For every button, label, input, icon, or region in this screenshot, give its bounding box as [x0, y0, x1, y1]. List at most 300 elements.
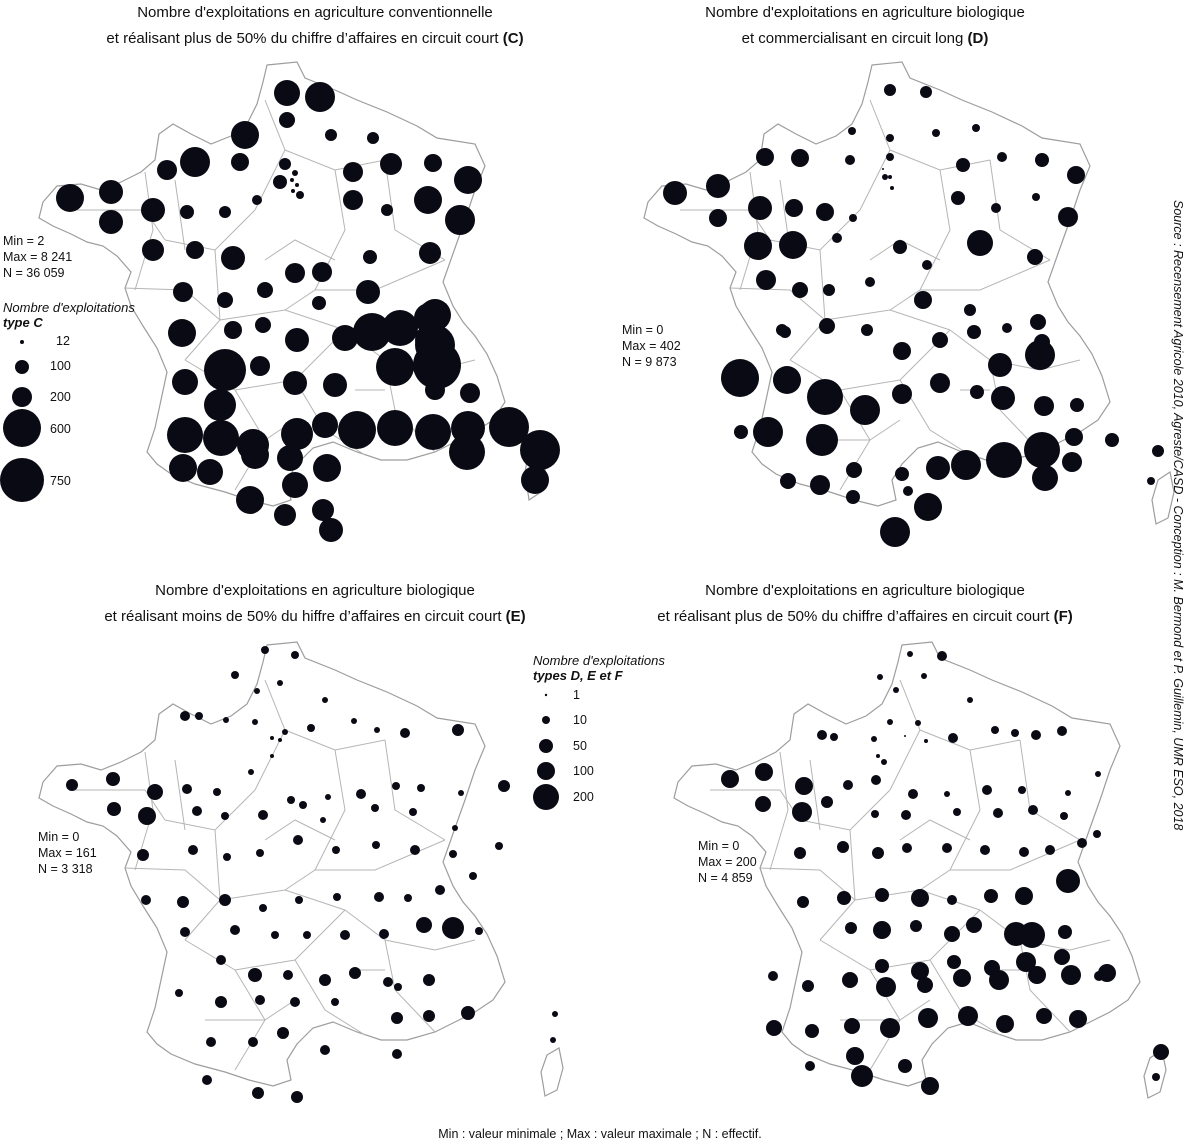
departement-symbol	[805, 1024, 819, 1038]
departement-symbol	[167, 417, 203, 453]
departement-symbol	[168, 319, 196, 347]
departement-symbol	[951, 191, 965, 205]
departement-symbol	[797, 896, 809, 908]
departement-symbol	[881, 759, 887, 765]
departement-symbol	[277, 445, 303, 471]
departement-symbol	[991, 386, 1015, 410]
departement-symbol	[270, 754, 274, 758]
departement-symbol	[180, 147, 210, 177]
departement-symbol	[748, 196, 772, 220]
departement-symbol	[180, 205, 194, 219]
departement-symbol	[404, 894, 412, 902]
departement-symbol	[871, 810, 879, 818]
departement-symbol	[805, 1061, 815, 1071]
departement-symbol	[287, 796, 295, 804]
departement-symbol	[1031, 730, 1041, 740]
departement-symbol	[371, 804, 379, 812]
departement-symbol	[709, 209, 727, 227]
map-e	[35, 640, 595, 1140]
departement-symbol	[295, 183, 299, 187]
departement-symbol	[877, 674, 883, 680]
departement-symbol	[66, 779, 78, 791]
departement-symbol	[917, 977, 933, 993]
departement-symbol	[376, 348, 414, 386]
legend-def-label-10: 10	[573, 713, 587, 727]
departement-symbol	[937, 651, 947, 661]
departement-symbol	[893, 240, 907, 254]
departement-symbol	[755, 763, 773, 781]
departement-symbol	[861, 324, 873, 336]
departement-symbol	[1018, 786, 1026, 794]
departement-symbol	[993, 808, 1003, 818]
departement-symbol	[951, 450, 981, 480]
departement-symbol	[279, 158, 291, 170]
legend-c-label-750: 750	[50, 474, 71, 488]
legend-c-label-100: 100	[50, 359, 71, 373]
title-f-letter: (F)	[1053, 608, 1073, 625]
departement-symbol	[953, 808, 961, 816]
departement-symbol	[424, 154, 442, 172]
departement-symbol	[872, 847, 884, 859]
departement-symbol	[182, 784, 192, 794]
departement-symbol	[984, 889, 998, 903]
departement-symbol	[970, 385, 984, 399]
departement-symbol	[452, 724, 464, 736]
departement-symbol	[1036, 1008, 1052, 1024]
departement-symbol	[875, 888, 889, 902]
departement-symbol	[173, 282, 193, 302]
departement-symbol	[452, 825, 458, 831]
departement-symbol	[1077, 838, 1087, 848]
departement-symbol	[142, 239, 164, 261]
legend-c-dot-100	[15, 360, 29, 374]
departement-symbol	[419, 299, 451, 331]
departement-symbol	[188, 845, 198, 855]
departement-symbol	[283, 371, 307, 395]
departement-symbol	[392, 1049, 402, 1059]
title-f-line1: Nombre d'exploitations en agriculture biologique	[705, 582, 1025, 599]
departement-symbol	[890, 186, 894, 190]
departement-symbol	[295, 896, 303, 904]
legend-c-title	[3, 300, 135, 330]
departement-symbol	[305, 82, 335, 112]
title-map-d	[585, 0, 1145, 52]
stats-f-max: Max = 200	[698, 855, 757, 869]
departement-symbol	[991, 726, 999, 734]
title-e-line1: Nombre d'exploitations en agriculture biologique	[155, 582, 475, 599]
departement-symbol	[379, 929, 389, 939]
departement-symbol	[1060, 812, 1068, 820]
title-d-line1: Nombre d'exploitations en agriculture biologique	[705, 4, 1025, 21]
departement-symbol	[469, 872, 477, 880]
departement-symbol	[415, 414, 451, 450]
departement-symbol	[425, 380, 445, 400]
departement-symbol	[259, 904, 267, 912]
departement-symbol	[850, 395, 880, 425]
departement-symbol	[241, 441, 269, 469]
departement-symbol	[1032, 193, 1040, 201]
departement-symbol	[343, 190, 363, 210]
departement-symbol	[1002, 323, 1012, 333]
departement-symbol	[320, 1045, 330, 1055]
departement-symbol	[1057, 726, 1067, 736]
departement-symbol	[1147, 477, 1155, 485]
departement-symbol	[1054, 949, 1070, 965]
departement-symbol	[282, 472, 308, 498]
departement-symbol	[1065, 428, 1083, 446]
departement-symbol	[281, 418, 313, 450]
departement-symbol	[274, 504, 296, 526]
departement-symbol	[231, 671, 239, 679]
departement-symbol	[271, 931, 279, 939]
departement-symbol	[325, 794, 331, 800]
departement-symbol	[416, 917, 432, 933]
departement-symbol	[56, 184, 84, 212]
departement-symbol	[837, 891, 851, 905]
departement-symbol	[980, 845, 990, 855]
departement-symbol	[756, 148, 774, 166]
stats-e-n: N = 3 318	[38, 862, 93, 876]
departement-symbol	[1152, 1073, 1160, 1081]
departement-symbol	[893, 342, 911, 360]
departement-symbol	[779, 326, 791, 338]
departement-symbol	[223, 853, 231, 861]
departement-symbol	[871, 775, 881, 785]
departement-symbol	[1024, 432, 1060, 468]
departement-symbol	[231, 153, 249, 171]
departement-symbol	[1070, 398, 1084, 412]
legend-c-dot-600	[3, 409, 41, 447]
departement-symbol	[930, 373, 950, 393]
departement-symbol	[988, 353, 1012, 377]
departement-symbol	[1034, 334, 1050, 350]
departement-symbol	[830, 733, 838, 741]
departement-symbol	[231, 121, 259, 149]
legend-c-label-12: 12	[56, 334, 70, 348]
departement-symbol	[312, 296, 326, 310]
departement-symbol	[721, 359, 759, 397]
title-d-line2	[585, 26, 1145, 52]
stats-e	[38, 829, 97, 877]
departement-symbol	[947, 895, 957, 905]
departement-symbol	[417, 784, 425, 792]
departement-symbol	[392, 782, 400, 790]
departement-symbol	[842, 972, 858, 988]
departement-symbol	[1067, 166, 1085, 184]
legend-def-label-1: 1	[573, 688, 580, 702]
departement-symbol	[419, 242, 441, 264]
title-f-line2-text: et réalisant plus de 50% du chiffre d’affaires en circuit court	[657, 608, 1054, 625]
departement-symbol	[914, 493, 942, 521]
departement-symbol	[873, 921, 891, 939]
departement-symbol	[319, 518, 343, 542]
departement-symbol	[753, 417, 783, 447]
departement-symbol	[817, 730, 827, 740]
legend-c-dot-200	[12, 387, 32, 407]
departement-symbol	[880, 1018, 900, 1038]
departement-symbol	[1056, 869, 1080, 893]
departement-symbol	[944, 926, 960, 942]
departement-symbol	[902, 843, 912, 853]
departement-symbol	[219, 894, 231, 906]
departement-symbol	[204, 349, 246, 391]
departement-symbol	[895, 467, 909, 481]
departement-symbol	[278, 738, 282, 742]
departement-symbol	[871, 736, 877, 742]
source-text: Source : Recensement Agricole 2010, Agreste/CASD - Conception : M. Bermond et P. Guillemin, UMR ESO, 2018	[1171, 200, 1185, 831]
departement-symbol	[1058, 207, 1078, 227]
departement-symbol	[907, 651, 913, 657]
departement-symbol	[821, 796, 833, 808]
departement-symbol	[449, 434, 485, 470]
stats-d-max: Max = 402	[622, 339, 681, 353]
departement-symbol	[261, 646, 269, 654]
departement-symbol	[849, 214, 857, 222]
departement-symbol	[258, 810, 268, 820]
departement-symbol	[279, 112, 295, 128]
departement-symbol	[277, 1027, 289, 1039]
departement-symbol	[942, 843, 952, 853]
title-map-c	[35, 0, 595, 52]
departement-symbol	[956, 158, 970, 172]
departement-symbol	[177, 896, 189, 908]
departement-symbol	[843, 780, 853, 790]
departement-symbol	[986, 442, 1022, 478]
title-c-line2	[35, 26, 595, 52]
departement-symbol	[1015, 887, 1033, 905]
stats-d-min: Min = 0	[622, 323, 664, 337]
departement-symbol	[848, 127, 856, 135]
departement-symbol	[224, 321, 242, 339]
departement-symbol	[186, 241, 204, 259]
departement-symbol	[780, 473, 796, 489]
departement-symbol	[846, 490, 860, 504]
departement-symbol	[172, 369, 198, 395]
departement-symbol	[846, 1047, 864, 1065]
stats-f	[698, 838, 757, 886]
departement-symbol	[810, 475, 830, 495]
departement-symbol	[816, 203, 834, 221]
departement-symbol	[773, 366, 801, 394]
departement-symbol	[381, 204, 393, 216]
departement-symbol	[875, 959, 889, 973]
title-map-f	[585, 578, 1145, 630]
departement-symbol	[921, 673, 927, 679]
departement-symbol	[454, 166, 482, 194]
departement-symbol	[1061, 965, 1081, 985]
departement-symbol	[99, 180, 123, 204]
departement-symbol	[312, 412, 338, 438]
departement-symbol	[356, 789, 366, 799]
departement-symbol	[910, 920, 922, 932]
departement-symbol	[498, 780, 510, 792]
stats-f-n: N = 4 859	[698, 871, 753, 885]
departement-symbol	[204, 389, 236, 421]
stats-d	[622, 322, 681, 370]
legend-def-title-line2: types D, E et F	[533, 668, 623, 683]
departement-symbol	[332, 846, 340, 854]
departement-symbol	[285, 263, 305, 283]
departement-symbol	[206, 1037, 216, 1047]
departement-symbol	[882, 168, 884, 170]
departement-symbol	[706, 174, 730, 198]
departement-symbol	[331, 998, 339, 1006]
title-c-letter: (C)	[502, 30, 524, 47]
departement-symbol	[920, 86, 932, 98]
departement-symbol	[283, 970, 293, 980]
departement-symbol	[147, 784, 163, 800]
departement-symbol	[215, 996, 227, 1008]
legend-c-title-line2: type C	[3, 315, 43, 330]
departement-symbol	[391, 1012, 403, 1024]
departement-symbol	[807, 379, 843, 415]
departement-symbol	[1019, 847, 1029, 857]
departement-symbol	[888, 175, 892, 179]
departement-symbol	[921, 1077, 939, 1095]
departement-symbol	[400, 728, 410, 738]
departement-symbol	[926, 456, 950, 480]
departement-symbol	[367, 132, 379, 144]
departement-symbol	[291, 651, 299, 659]
departement-symbol	[876, 754, 880, 758]
departement-symbol	[779, 231, 807, 259]
departement-symbol	[445, 205, 475, 235]
departement-symbol	[319, 974, 331, 986]
departement-symbol	[1062, 452, 1082, 472]
departement-symbol	[953, 969, 971, 987]
departement-symbol	[794, 847, 806, 859]
departement-symbol	[903, 486, 913, 496]
departement-symbol	[461, 1006, 475, 1020]
departement-symbol	[948, 733, 958, 743]
departement-symbol	[1069, 1010, 1087, 1028]
departement-symbol	[1028, 805, 1038, 815]
legend-c-dot-750	[0, 458, 44, 502]
france-basemap	[39, 642, 505, 1086]
legend-c-label-200: 200	[50, 390, 71, 404]
departement-symbol	[423, 1010, 435, 1022]
departement-symbol	[802, 980, 814, 992]
departement-symbol	[967, 697, 973, 703]
departement-symbol	[307, 724, 315, 732]
legend-def-dot-1	[545, 694, 547, 696]
departement-symbol	[1105, 433, 1119, 447]
departement-symbol	[180, 711, 190, 721]
departement-symbol	[989, 970, 1009, 990]
departement-symbol	[880, 517, 910, 547]
departement-symbol	[845, 922, 857, 934]
title-e-line2	[35, 604, 595, 630]
departement-symbol	[1028, 966, 1046, 984]
departement-symbol	[254, 688, 260, 694]
legend-def-label-100: 100	[573, 764, 594, 778]
departement-symbol	[106, 772, 120, 786]
departement-symbol	[141, 895, 151, 905]
title-map-e	[35, 578, 595, 630]
departement-symbol	[1058, 925, 1072, 939]
departement-symbol	[886, 134, 894, 142]
departement-symbol	[282, 729, 288, 735]
departement-symbol	[356, 280, 380, 304]
departement-symbol	[221, 246, 245, 270]
legend-c-title-line1: Nombre d'exploitations	[3, 300, 135, 315]
departement-symbol	[383, 977, 393, 987]
title-e-line2-text: et réalisant moins de 50% du hiffre d’affaires en circuit court	[104, 608, 506, 625]
departement-symbol	[845, 155, 855, 165]
departement-symbol	[223, 717, 229, 723]
departement-symbol	[458, 790, 464, 796]
departement-symbol	[216, 955, 226, 965]
title-d-line2-text: et commercialisant en circuit long	[741, 30, 968, 47]
departement-symbol	[966, 917, 982, 933]
stats-c	[3, 233, 72, 281]
departement-symbol	[911, 889, 929, 907]
departement-symbol	[303, 931, 311, 939]
departement-symbol	[252, 719, 258, 725]
departement-symbol	[141, 198, 165, 222]
departement-symbol	[248, 769, 254, 775]
legend-def-label-200: 200	[573, 790, 594, 804]
departement-symbol	[290, 178, 294, 182]
departement-symbol	[377, 410, 413, 446]
departement-symbol	[351, 718, 357, 724]
departement-symbol	[972, 124, 980, 132]
departement-symbol	[293, 835, 303, 845]
stats-f-min: Min = 0	[698, 839, 740, 853]
departement-symbol	[918, 1008, 938, 1028]
departement-symbol	[197, 459, 223, 485]
legend-def-dot-50	[539, 739, 553, 753]
legend-def-title-line1: Nombre d'exploitations	[533, 653, 665, 668]
departement-symbol	[374, 727, 380, 733]
departement-symbol	[837, 841, 849, 853]
stats-c-min: Min = 2	[3, 234, 45, 248]
departement-symbol	[1031, 317, 1041, 327]
map-f	[710, 640, 1180, 1140]
departement-symbol	[521, 466, 549, 494]
departement-symbol	[1065, 790, 1071, 796]
departement-symbol	[248, 968, 262, 982]
departement-symbol	[202, 1075, 212, 1085]
departement-symbol	[270, 736, 274, 740]
departement-symbol	[460, 383, 480, 403]
departement-symbol	[898, 1059, 912, 1073]
departement-symbol	[924, 739, 928, 743]
departement-symbol	[785, 199, 803, 217]
departement-symbol	[273, 175, 287, 189]
legend-def-title	[533, 653, 665, 683]
departement-symbol	[349, 967, 361, 979]
departement-symbol	[285, 328, 309, 352]
departement-symbol	[169, 454, 197, 482]
departement-symbol	[137, 849, 149, 861]
departement-symbol	[435, 885, 445, 895]
departement-symbol	[876, 977, 896, 997]
departement-symbol	[230, 925, 240, 935]
departement-symbol	[256, 849, 264, 857]
departement-symbol	[958, 1006, 978, 1026]
departement-symbol	[217, 292, 233, 308]
departement-symbol	[203, 420, 239, 456]
departement-symbol	[967, 230, 993, 256]
departement-symbol	[380, 153, 402, 175]
footer-note: Min : valeur minimale ; Max : valeur maximale ; N : effectif.	[438, 1127, 762, 1141]
departement-symbol	[819, 318, 835, 334]
departement-symbol	[1045, 845, 1055, 855]
legend-def-dot-100	[537, 762, 555, 780]
departement-symbol	[250, 356, 270, 376]
departement-symbol	[394, 983, 402, 991]
